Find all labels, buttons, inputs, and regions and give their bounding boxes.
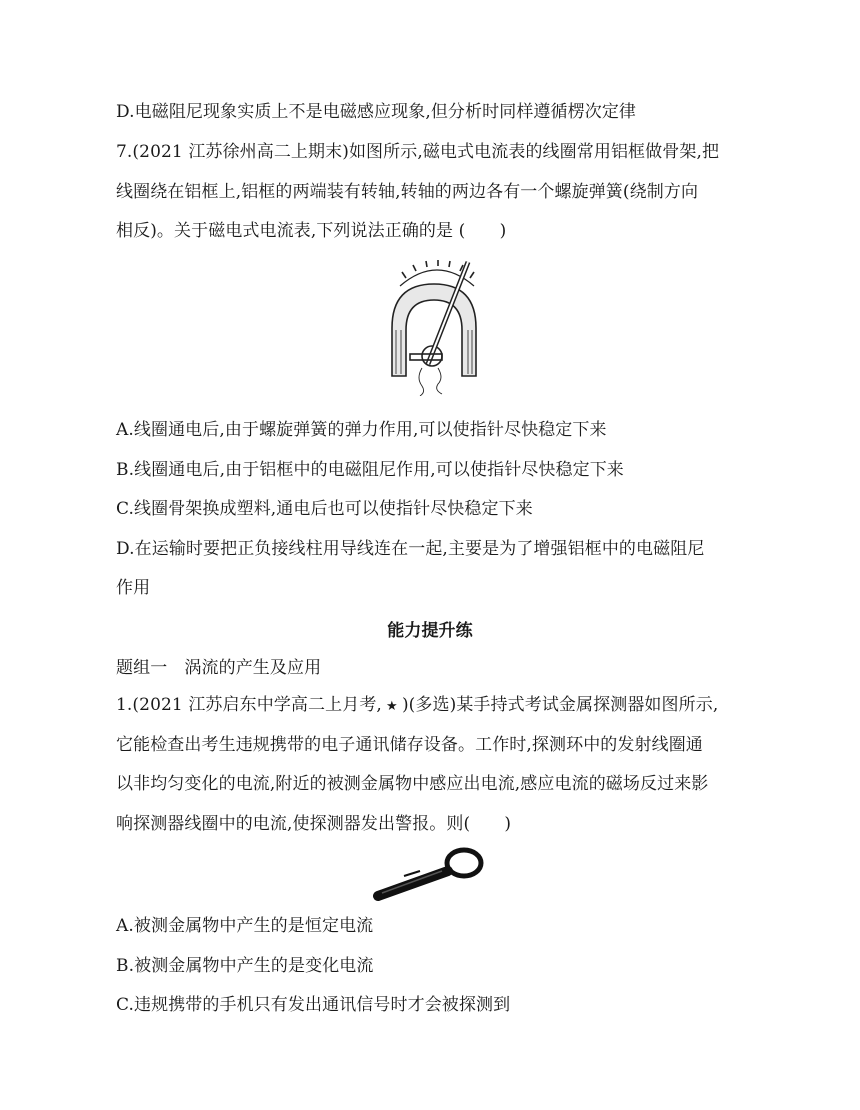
group-title: 题组一 涡流的产生及应用 — [116, 658, 322, 678]
option-a: A.线圈通电后,由于螺旋弹簧的弹力作用,可以使指针尽快稳定下来 — [116, 420, 607, 440]
option-d: D.在运输时要把正负接线柱用导线连在一起,主要是为了增强铝框中的电磁阻尼 — [116, 539, 705, 559]
text-line: D.电磁阻尼现象实质上不是电磁感应现象,但分析时同样遵循楞次定律 — [116, 102, 637, 122]
option-a: A.被测金属物中产生的是恒定电流 — [116, 916, 374, 936]
question-1-source: 1.(2021 江苏启东中学高二上月考, — [116, 695, 382, 715]
question-7-stem: 线圈绕在铝框上,铝框的两端装有转轴,转轴的两边各有一个螺旋弹簧(绕制方向 — [116, 182, 699, 202]
question-7-stem: 相反)。关于磁电式电流表,下列说法正确的是 ( ) — [116, 221, 507, 241]
question-1-stem: 以非均匀变化的电流,附近的被测金属物中感应出电流,感应电流的磁场反过来影 — [116, 774, 709, 794]
galvanometer-figure — [382, 256, 492, 396]
metal-detector-figure — [372, 846, 488, 906]
option-d: 作用 — [116, 578, 151, 598]
question-7-stem: 7.(2021 江苏徐州高二上期末)如图所示,磁电式电流表的线圈常用铝框做骨架,把 — [116, 142, 720, 162]
question-1-stem: 响探测器线圈中的电流,使探测器发出警报。则( ) — [116, 814, 512, 834]
option-b: B.被测金属物中产生的是变化电流 — [116, 956, 374, 976]
star-icon: ★ — [386, 699, 398, 714]
question-1-stem — [116, 693, 718, 719]
option-c: C.线圈骨架换成塑料,通电后也可以使指针尽快稳定下来 — [116, 499, 533, 519]
section-title: 能力提升练 — [387, 621, 473, 641]
option-c: C.违规携带的手机只有发出通讯信号时才会被探测到 — [116, 995, 511, 1015]
question-1-stem: 它能检查出考生违规携带的电子通讯储存设备。工作时,探测环中的发射线圈通 — [116, 735, 703, 755]
question-1-text: )(多选)某手持式考试金属探测器如图所示, — [401, 695, 719, 715]
option-b: B.线圈通电后,由于铝框中的电磁阻尼作用,可以使指针尽快稳定下来 — [116, 460, 624, 480]
